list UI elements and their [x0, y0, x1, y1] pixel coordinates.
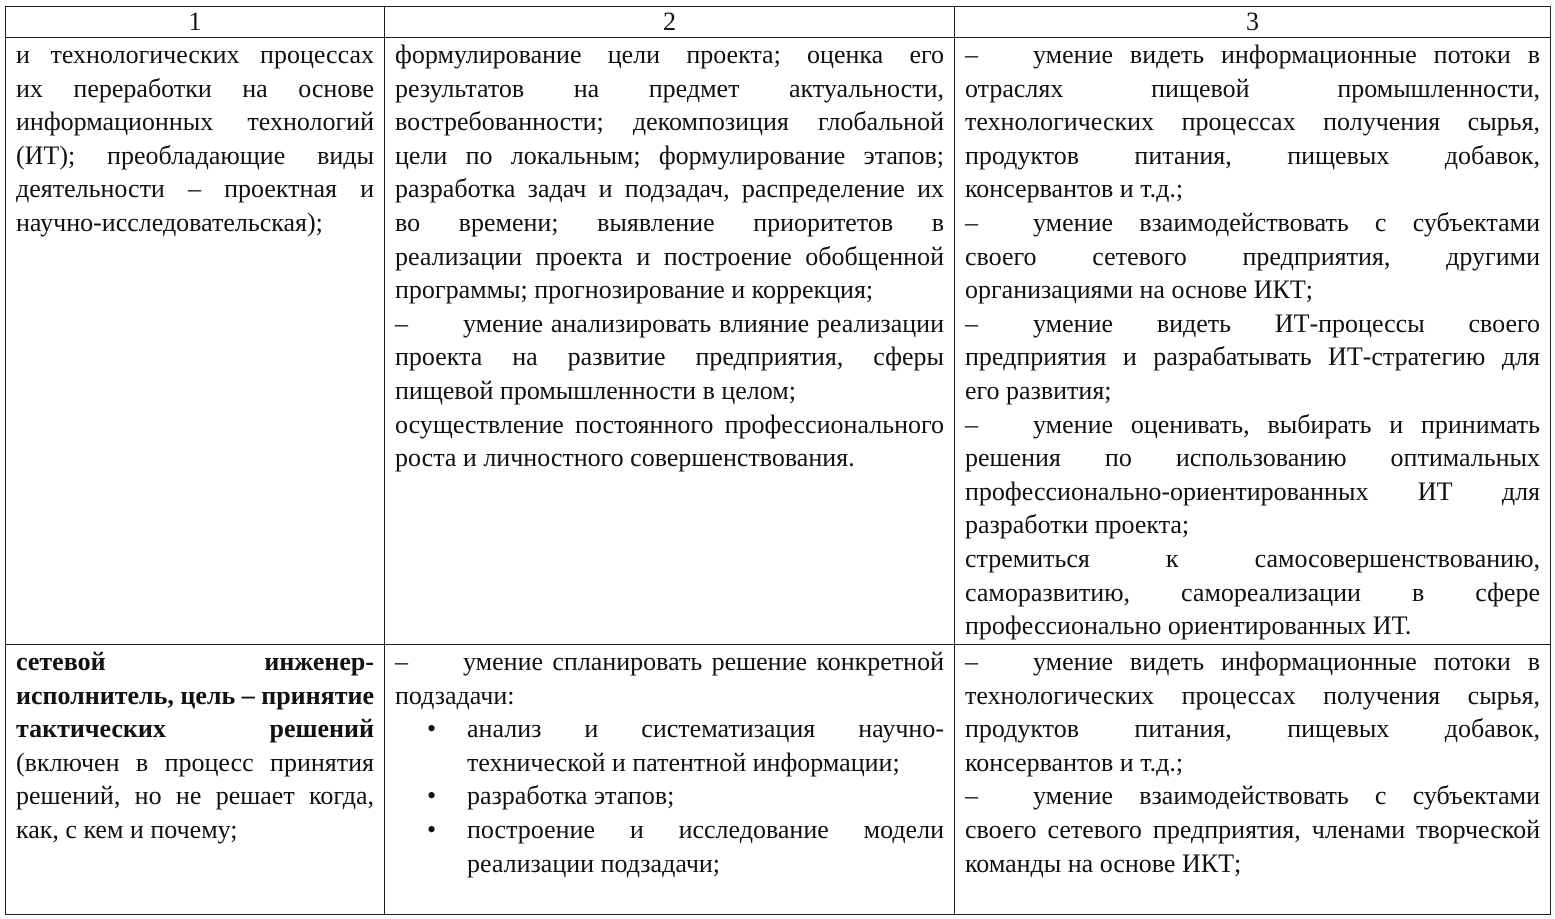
list-item — [427, 779, 944, 813]
list-item — [427, 813, 944, 880]
row1-col3-dash-text-4: умение оценивать, выбирать и принимать решения по использованию оптимальных профессионально-ориентированных ИТ для разработки проекта; — [965, 409, 1540, 540]
row2-col1-bold-text: сетевой инженер-исполнитель, цель – принятие тактических решений — [16, 647, 374, 744]
list-item — [427, 712, 944, 779]
row2-col1-text — [16, 645, 374, 847]
row1-col3-cell — [955, 38, 1551, 645]
row1-col3-dash-text-2: умение взаимодействовать с субъектами своего сетевого предприятия, другими организациями на основе ИКТ; — [965, 207, 1540, 305]
row2-col3-dash-item-2 — [965, 779, 1540, 880]
row1-col2-paragraph-1: формулирование цели проекта; оценка его результатов на предмет актуальности, востребованности; декомпозиция глобальной цели по локальным; формулирование этапов; разработка задач и подзадач, распределение их во времени; выявление приоритетов в реализации проекта и построение обобщенной программы; прогнозирование и коррекция; — [395, 40, 944, 305]
row1-col3-dash-text-1: умение видеть информационные потоки в отраслях пищевой промышленности, технологических процессах получения сырья, продуктов питания, пищевых добавок, консервантов и т.д.; — [965, 40, 1540, 204]
header-col-2: 2 — [385, 7, 955, 38]
row1-col3-dash-item-4 — [965, 408, 1540, 542]
table-row — [6, 38, 1551, 645]
dash-marker: – — [965, 781, 978, 811]
row2-col2-dash-text: умение спланировать решение конкретной подзадачи: — [395, 647, 944, 710]
competency-table — [5, 6, 1551, 915]
row1-col2-cell — [385, 38, 955, 645]
dash-marker: – — [965, 40, 978, 69]
dash-marker: – — [395, 308, 408, 338]
dash-marker: – — [965, 409, 978, 439]
row1-col1-cell — [6, 38, 385, 645]
dash-marker: – — [965, 308, 978, 338]
row1-col3-dash-text-3: умение видеть ИТ-процессы своего предприятия и разрабатывать ИТ-стратегию для его развития; — [965, 308, 1540, 405]
dash-marker: – — [965, 207, 978, 237]
bullet-icon: • — [427, 714, 437, 744]
row1-col2-paragraph-2: осуществление постоянного профессионального роста и личностного совершенствования. — [395, 409, 944, 473]
header-col-3: 3 — [955, 7, 1551, 38]
row2-col1-normal-text: (включен в процесс принятия решений, но не решает когда, как, с кем и почему; — [16, 747, 374, 844]
row2-col2-cell — [385, 645, 955, 915]
header-col-1: 1 — [6, 7, 385, 38]
row1-col3-dash-item-3 — [965, 307, 1540, 408]
row2-col3-dash-item-1 — [965, 645, 1540, 779]
row2-col3-cell — [955, 645, 1551, 915]
row1-col3-paragraph: стремиться к самосовершенствованию, саморазвитию, самореализации в сфере профессионально ориентированных ИТ. — [965, 543, 1540, 641]
row1-col2-dash-item — [395, 307, 944, 408]
bullet-icon: • — [427, 814, 437, 844]
row2-col3-dash-text-1: умение видеть информационные потоки в технологических процессах получения сырья, продуктов питания, пищевых добавок, консервантов и т.д.; — [965, 647, 1540, 777]
bullet-text: построение и исследование модели реализации подзадачи; — [467, 814, 944, 878]
bullet-text: разработка этапов; — [467, 781, 675, 811]
bullet-text: анализ и систематизация научно-технической и патентной информации; — [467, 714, 944, 777]
row2-col2-bullet-list — [395, 712, 944, 880]
dash-marker: – — [965, 647, 978, 676]
dash-marker: – — [395, 647, 408, 676]
row2-col3-dash-text-2: умение взаимодействовать с субъектами своего сетевого предприятия, членами творческой команды на основе ИКТ; — [965, 781, 1540, 878]
row2-col2-dash-item — [395, 645, 944, 712]
row1-col1-text: и технологических процессах их переработки на основе информационных технологий (ИТ); преобладающие виды деятельности – проектная и научно-исследовательская); — [16, 40, 374, 237]
row1-col2-dash-text: умение анализировать влияние реализации проекта на развитие предприятия, сферы пищевой промышленности в целом; — [395, 308, 944, 405]
table-row — [6, 645, 1551, 915]
bullet-icon: • — [427, 781, 437, 811]
row1-col3-dash-item-2 — [965, 206, 1540, 307]
table-header-row — [6, 7, 1551, 38]
row1-col3-dash-item-1 — [965, 38, 1540, 206]
row2-col1-cell — [6, 645, 385, 915]
